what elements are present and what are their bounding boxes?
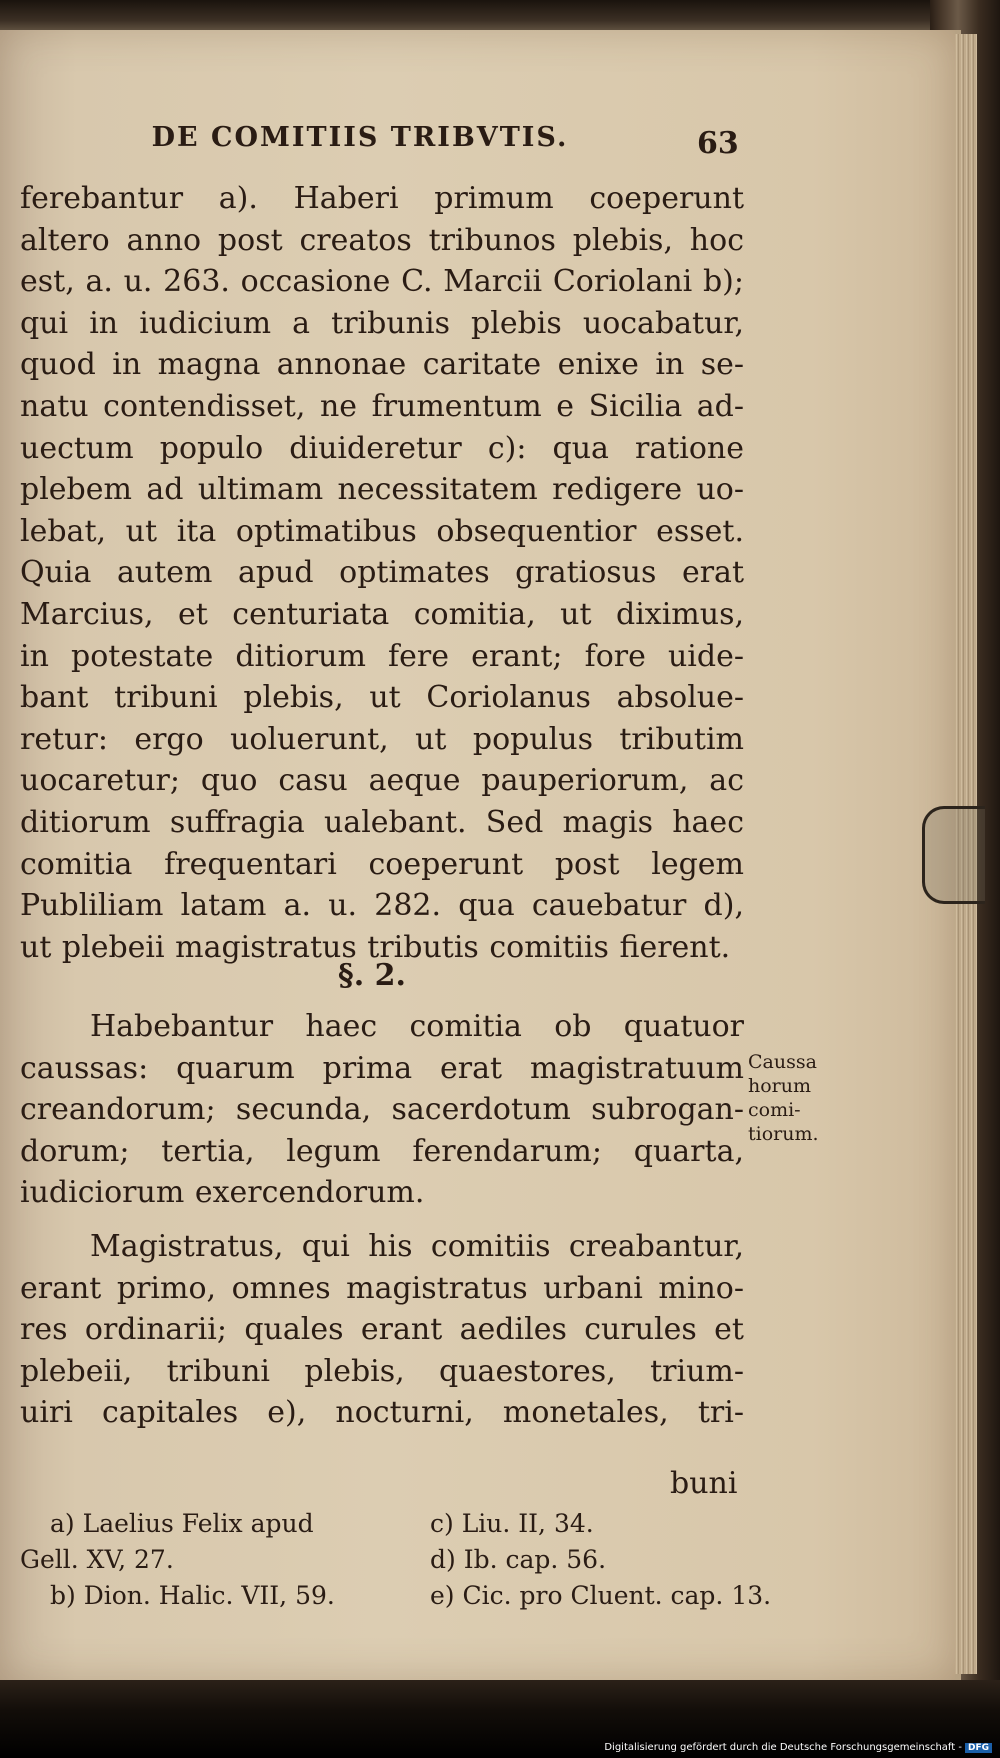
text-line: ditiorum suffragia ualebant. Sed magis haec bbox=[20, 804, 744, 840]
footnotes-right bbox=[430, 1506, 770, 1614]
digitization-credit bbox=[604, 1742, 992, 1753]
text-line: est, a. u. 263. occasione C. Marcii Coriolani b); bbox=[20, 264, 744, 300]
text-line: lebat, ut ita optimatibus obsequentior esset. bbox=[20, 513, 744, 549]
margin-note-line: Caussa bbox=[748, 1051, 817, 1073]
text-line: Habebantur haec comitia ob quatuor bbox=[90, 1009, 744, 1044]
text-line: qui in iudicium a tribunis plebis uocabatur, bbox=[20, 305, 744, 341]
text-line: iudiciorum exercendorum. bbox=[20, 1175, 425, 1211]
footnote: Gell. XV, 27. bbox=[20, 1545, 174, 1574]
paragraph-3 bbox=[20, 1226, 744, 1434]
text-line: natu contendisset, ne frumentum e Sicilia ad- bbox=[20, 388, 744, 424]
text-line: quod in magna annonae caritate enixe in se- bbox=[20, 347, 744, 383]
text-line: Quia autem apud optimates gratiosus erat bbox=[20, 555, 744, 591]
text-line: uocaretur; quo casu aeque pauperiorum, ac bbox=[20, 763, 744, 799]
credit-text: Digitalisierung gefördert durch die Deutsche Forschungsgemeinschaft - bbox=[604, 1742, 962, 1753]
margin-note-line: horum bbox=[748, 1075, 812, 1097]
text-line: Publiliam latam a. u. 282. qua cauebatur d), bbox=[20, 888, 744, 924]
margin-note-line: comi- bbox=[748, 1099, 801, 1121]
text-line: erant primo, omnes magistratus urbani mino- bbox=[20, 1270, 744, 1306]
catchword: buni bbox=[670, 1466, 738, 1501]
margin-note bbox=[748, 1050, 848, 1146]
text-line: altero anno post creatos tribunos plebis, hoc bbox=[20, 222, 744, 258]
footnote: c) Liu. II, 34. bbox=[430, 1509, 594, 1538]
text-line: comitia frequentari coeperunt post legem bbox=[20, 846, 744, 882]
dfg-logo: DFG bbox=[965, 1743, 992, 1753]
page-number: 63 bbox=[697, 126, 739, 161]
text-line: res ordinarii; quales erant aediles curules et bbox=[20, 1312, 744, 1348]
text-line: Magistratus, qui his comitiis creabantur, bbox=[90, 1229, 744, 1264]
text-line: retur: ergo uoluerunt, ut populus tributim bbox=[20, 721, 744, 757]
paragraph-1 bbox=[20, 178, 744, 968]
book-top-edge bbox=[0, 0, 960, 34]
footnote: e) Cic. pro Cluent. cap. 13. bbox=[430, 1581, 772, 1610]
text-line: caussas: quarum prima erat magistratuum bbox=[20, 1050, 744, 1086]
text-line: Marcius, et centuriata comitia, ut diximus, bbox=[20, 596, 744, 632]
text-line: in potestate ditiorum fere erant; fore uide- bbox=[20, 638, 744, 674]
footnote: a) Laelius Felix apud bbox=[50, 1509, 314, 1538]
text-line: dorum; tertia, legum ferendarum; quarta, bbox=[20, 1133, 744, 1169]
text-line: ut plebeii magistratus tributis comitiis fierent. bbox=[20, 929, 731, 965]
footnotes-left bbox=[20, 1506, 380, 1614]
text-line: creandorum; secunda, sacerdotum subrogan- bbox=[20, 1092, 744, 1128]
text-line: uiri capitales e), nocturni, monetales, tri- bbox=[20, 1395, 744, 1431]
text-line: bant tribuni plebis, ut Coriolanus absolue- bbox=[20, 680, 744, 716]
section-heading: §. 2. bbox=[338, 958, 406, 993]
text-line: plebem ad ultimam necessitatem redigere uo- bbox=[20, 472, 744, 508]
margin-note-line: tiorum. bbox=[748, 1123, 819, 1145]
text-line: uectum populo diuideretur c): qua ratione bbox=[20, 430, 744, 466]
footnote: d) Ib. cap. 56. bbox=[430, 1545, 607, 1574]
page-clip bbox=[922, 806, 985, 904]
text-line: plebeii, tribuni plebis, quaestores, trium- bbox=[20, 1353, 744, 1389]
paragraph-2 bbox=[20, 1006, 744, 1214]
text-line: ferebantur a). Haberi primum coeperunt bbox=[20, 181, 744, 216]
footnote: b) Dion. Halic. VII, 59. bbox=[50, 1581, 335, 1610]
running-header: DE COMITIIS TRIBVTIS. bbox=[151, 122, 569, 153]
